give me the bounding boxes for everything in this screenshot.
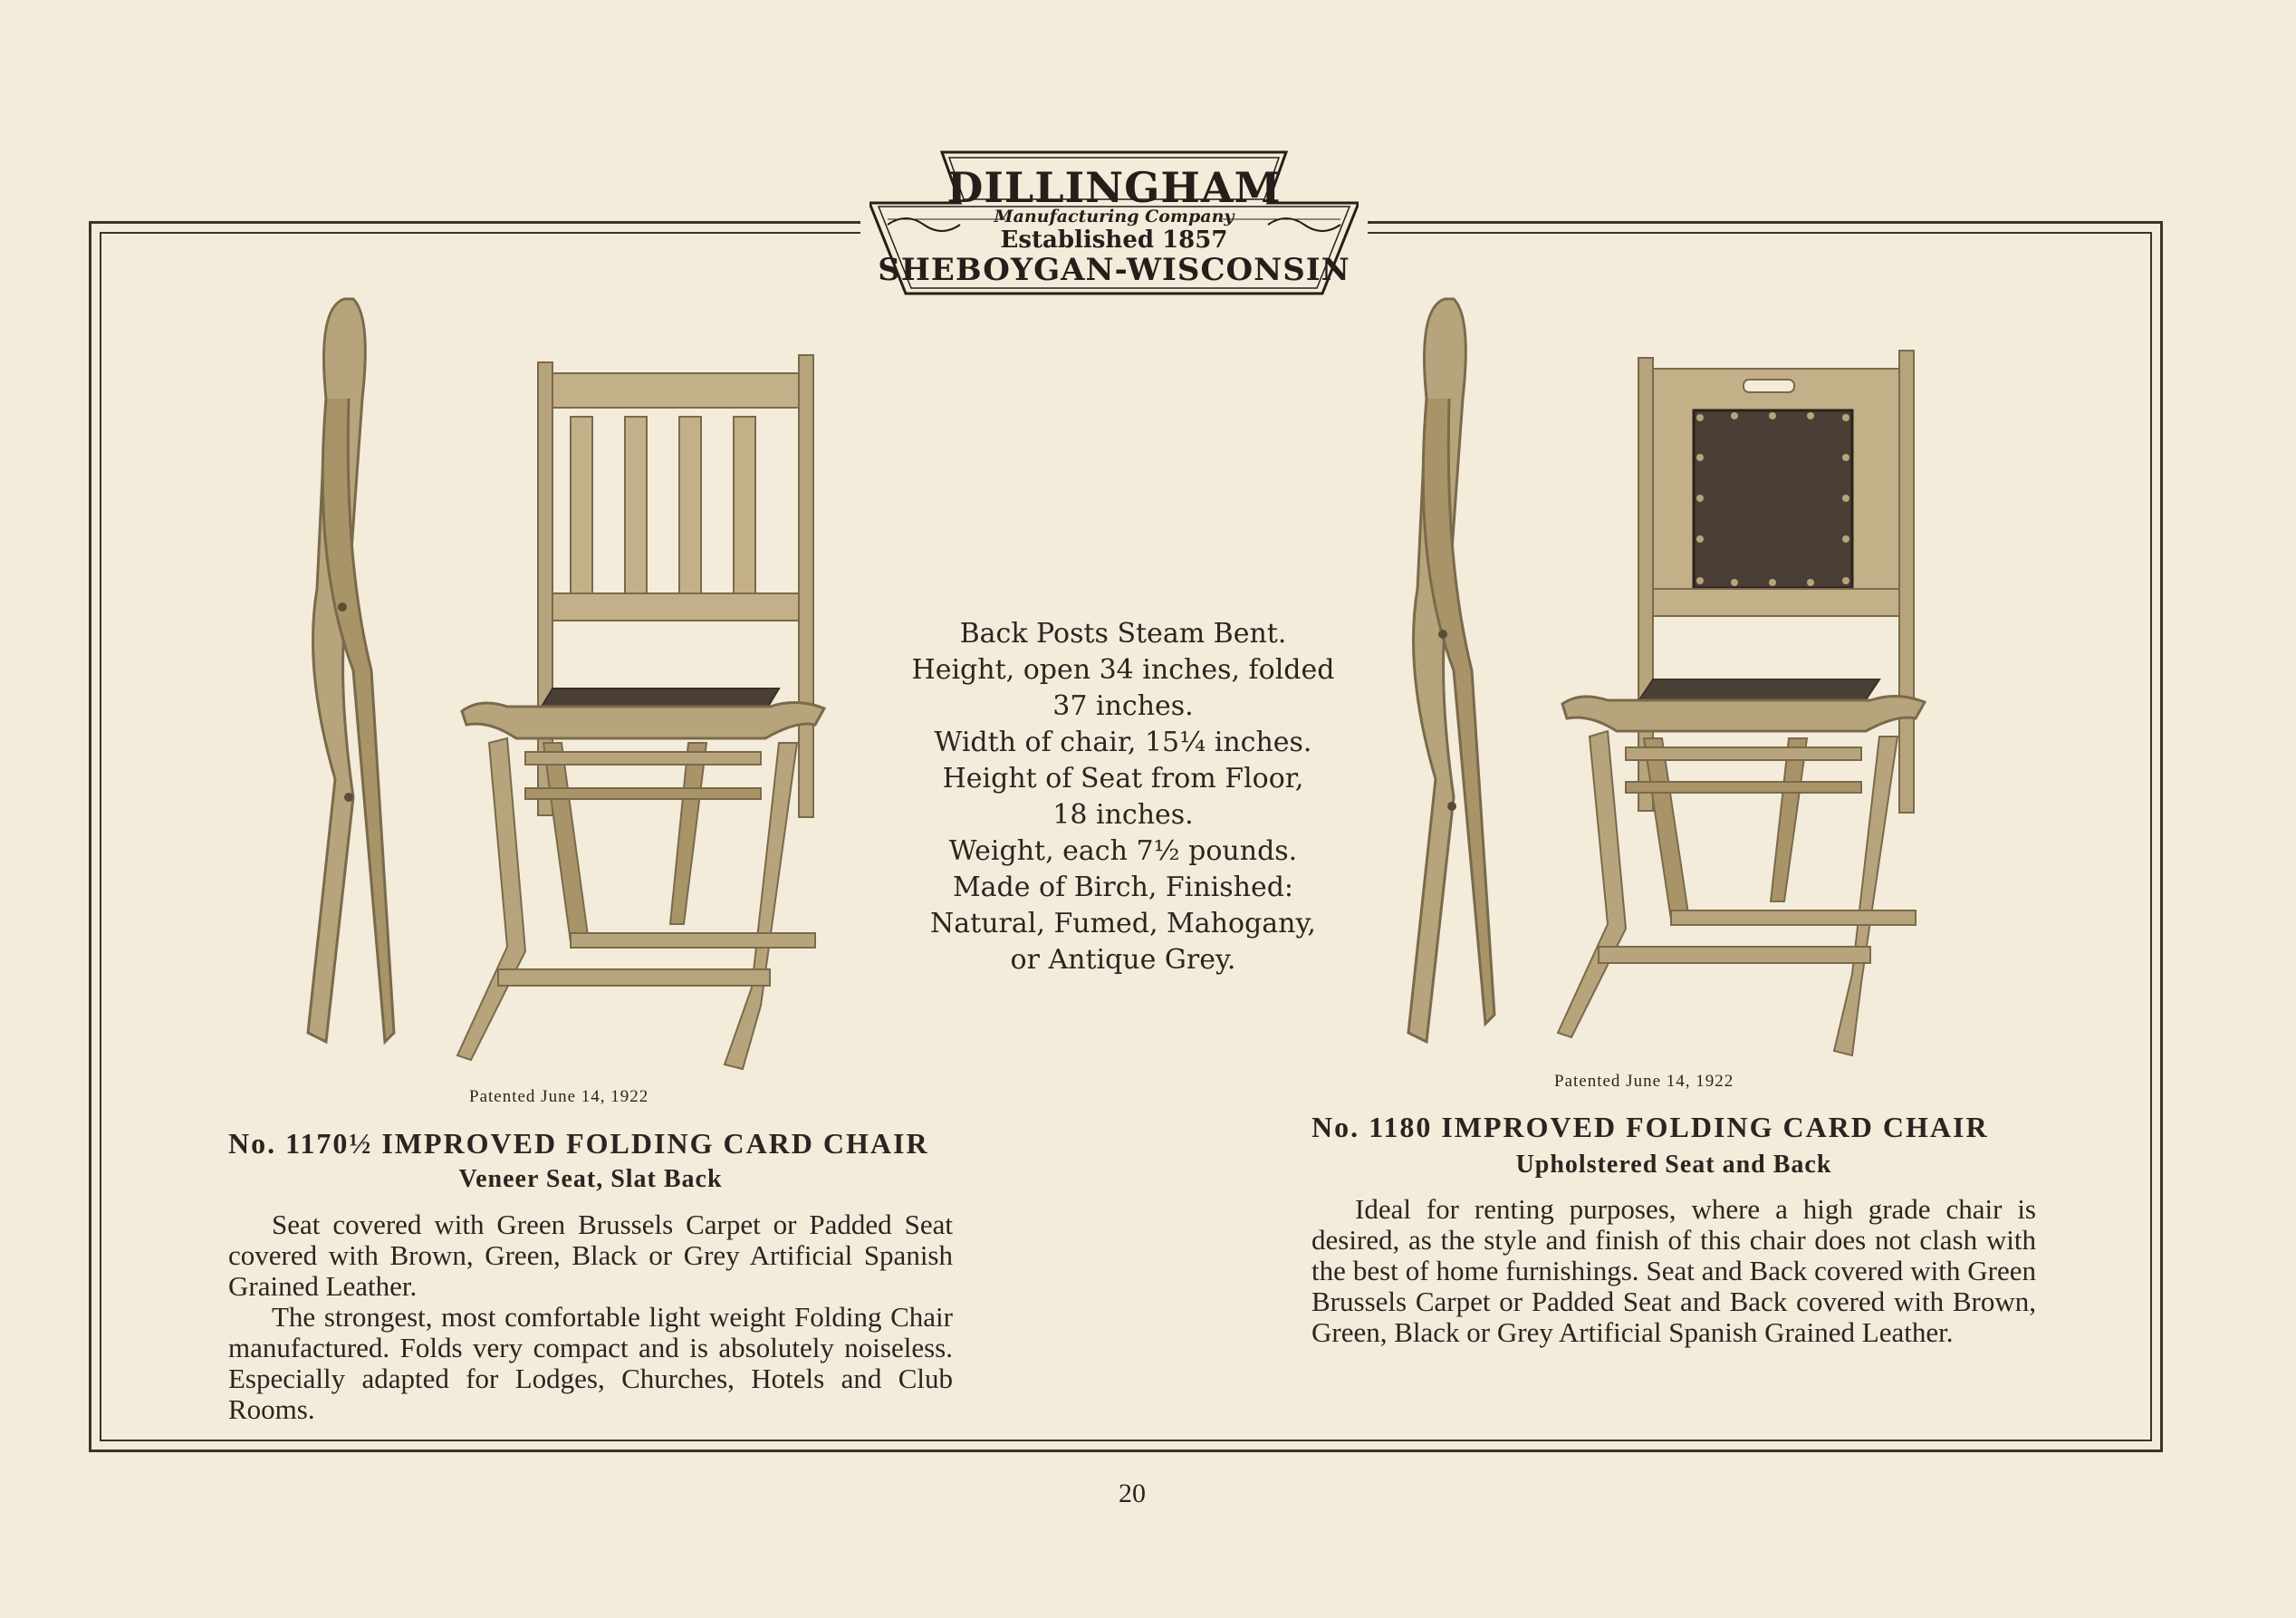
specifications-block bbox=[869, 616, 1377, 978]
company-logo bbox=[869, 147, 1359, 299]
company-city: SHEBOYGAN-WISCONSIN bbox=[878, 252, 1350, 288]
description-paragraph: Seat covered with Green Brussels Carpet or Padded Seat covered with Brown, Green, Black or Grey Artificial Spanish Grained Leather. bbox=[228, 1209, 953, 1302]
product-description-1170 bbox=[228, 1209, 953, 1425]
description-paragraph: The strongest, most comfortable light weight Folding Chair manufactured. Folds very compact and is absolutely noiseless. Especially adapted for Lodges, Churches, Hotels and Club Rooms. bbox=[228, 1301, 953, 1425]
patent-note-1170: Patented June 14, 1922 bbox=[469, 1087, 649, 1106]
chair-image-1180 bbox=[1553, 349, 1934, 1064]
company-subtitle: Manufacturing Company bbox=[994, 207, 1234, 226]
product-description-1180 bbox=[1311, 1194, 2036, 1348]
product-subtitle-1180: Upholstered Seat and Back bbox=[1515, 1151, 1832, 1179]
product-title-1170: No. 1170½ IMPROVED FOLDING CARD CHAIR bbox=[228, 1127, 929, 1160]
established-text: Established 1857 bbox=[1000, 226, 1228, 254]
spec-line: Made of Birch, Finished: bbox=[952, 872, 1294, 903]
spec-line: Natural, Fumed, Mahogany, bbox=[930, 908, 1316, 939]
product-subtitle-1170: Veneer Seat, Slat Back bbox=[458, 1165, 723, 1193]
spec-line: Height of Seat from Floor, bbox=[942, 763, 1304, 795]
spec-line: Width of chair, 15¼ inches. bbox=[934, 727, 1312, 758]
page-number: 20 bbox=[1119, 1478, 1146, 1508]
product-title-1180: No. 1180 IMPROVED FOLDING CARD CHAIR bbox=[1311, 1111, 1989, 1143]
spec-line: Back Posts Steam Bent. bbox=[959, 618, 1287, 650]
chair-image-1170 bbox=[453, 353, 833, 1078]
folded-chair-image-right bbox=[1399, 290, 1508, 1060]
spec-line: 18 inches. bbox=[1052, 799, 1194, 831]
spec-line: Height, open 34 inches, folded bbox=[911, 654, 1335, 686]
company-name: DILLINGHAM bbox=[946, 163, 1282, 212]
spec-line: or Antique Grey. bbox=[1010, 944, 1236, 976]
spec-line: 37 inches. bbox=[1052, 690, 1194, 722]
description-paragraph: Ideal for renting purposes, where a high grade chair is desired, as the style and finish of this chair does not clash with the best of home furnishings. Seat and Back covered with Green Brussels Carpet or Padded Seat and Back covered with Brown, Green, Black or Grey Artificial Spanish Grained Leather. bbox=[1311, 1193, 2036, 1348]
patent-note-1180: Patented June 14, 1922 bbox=[1554, 1072, 1734, 1091]
spec-line: Weight, each 7½ pounds. bbox=[948, 835, 1298, 867]
folded-chair-image-left bbox=[299, 290, 408, 1060]
